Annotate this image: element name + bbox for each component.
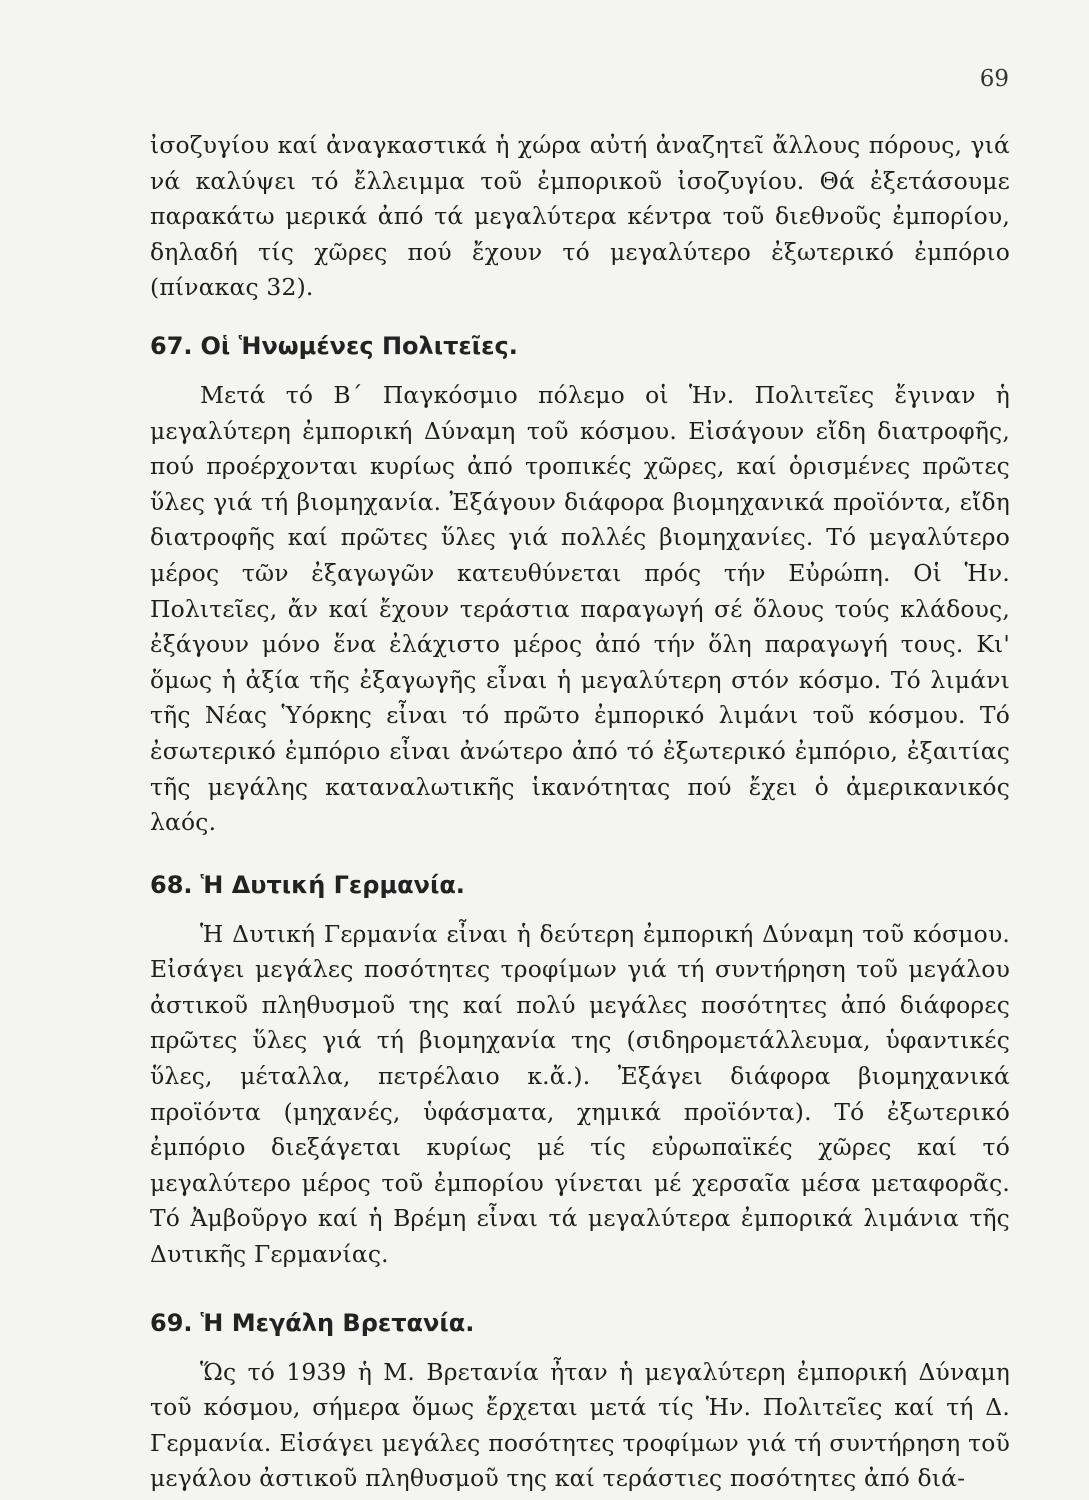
section-title: Οἱ Ἡνωμένες Πολιτεῖες. xyxy=(200,331,518,360)
section-number: 68. xyxy=(150,870,193,899)
section-68-text: Ἡ Δυτική Γερμανία εἶναι ἡ δεύτερη ἐμπορική Δύναμη τοῦ κόσμου. Εἰσάγει μεγάλες ποσότητες τροφίμων γιά τή συντήρηση τοῦ μεγάλου ἀστικοῦ πληθυσμοῦ της καί πολύ μεγάλες ποσότητες ἀπό διάφορες πρῶτες ὕλες γιά τή βιομηχανία της (σιδηρομετάλλευμα, ὑφαντικές ὕλες, μέταλλα, πετρέλαιο κ.ἄ.). Ἐξάγει διάφορα βιομηχανικά προϊόντα (μηχανές, ὑφάσματα, χημικά προϊόντα). Τό ἐξωτερικό ἐμπόριο διεξάγεται κυρίως μέ τίς εὐρωπαϊκές χῶρες καί τό μεγαλύτερο μέρος τοῦ ἐμπορίου γίνεται μέ χερσαῖα μέσα μεταφορᾶς. Τό Ἀμβοῦργο καί ἡ Βρέμη εἶναι τά μεγαλύτερα ἐμπορικά λιμάνια τῆς Δυτικῆς Γερμανίας. xyxy=(150,919,1010,1269)
section-title: Ἡ Μεγάλη Βρετανία. xyxy=(200,1308,475,1337)
section-heading-69 xyxy=(150,1307,1010,1339)
page-number: 69 xyxy=(979,66,1009,92)
section-number: 69. xyxy=(150,1308,193,1337)
section-number: 67. xyxy=(150,331,193,360)
section-heading-67 xyxy=(150,330,1010,362)
section-69-text: Ὥς τό 1939 ἡ Μ. Βρετανία ἦταν ἡ μεγαλύτερη ἐμπορική Δύναμη τοῦ κόσμου, σήμερα ὅμως ἔρχεται μετά τίς Ἡν. Πολιτεῖες καί τή Δ. Γερμανία. Εἰσάγει μεγάλες ποσότητες τροφίμων γιά τή συντήρηση τοῦ μεγάλου ἀστικοῦ πληθυσμοῦ της καί τεράστιες ποσότητες ἀπό διά- xyxy=(150,1357,1010,1493)
section-title: Ἡ Δυτική Γερμανία. xyxy=(200,870,465,899)
section-67-text: Μετά τό Β΄ Παγκόσμιο πόλεμο οἱ Ἡν. Πολιτεῖες ἔγιναν ἡ μεγαλύτερη ἐμπορική Δύναμη τοῦ κόσμου. Εἰσάγουν εἴδη διατροφῆς, πού προέρχονται κυρίως ἀπό τροπικές χῶρες, καί ὁρισμένες πρῶτες ὕλες γιά τή βιομηχανία. Ἐξάγουν διάφορα βιομηχανικά προϊόντα, εἴδη διατροφῆς καί πρῶτες ὕλες γιά πολλές βιομηχανίες. Τό μεγαλύτερο μέρος τῶν ἐξαγωγῶν κατευθύνεται πρός τήν Εὐρώπη. Οἱ Ἡν. Πολιτεῖες, ἄν καί ἔχουν τεράστια παραγωγή σέ ὅλους τούς κλάδους, ἐξάγουν μόνο ἕνα ἐλάχιστο μέρος ἀπό τήν ὅλη παραγωγή τους. Κι' ὅμως ἡ ἀξία τῆς ἐξαγωγῆς εἶναι ἡ μεγαλύτερη στόν κόσμο. Τό λιμάνι τῆς Νέας Ὑόρκης εἶναι τό πρῶτο ἐμπορικό λιμάνι τοῦ κόσμου. Τό ἐσωτερικό ἐμπόριο εἶναι ἀνώτερο ἀπό τό ἐξωτερικό ἐμπόριο, ἐξαιτίας τῆς μεγάλης καταναλωτικῆς ἱκανότητας πού ἔχει ὁ ἀμερικανικός λαός. xyxy=(150,380,1010,837)
section-heading-68 xyxy=(150,869,1010,901)
intro-paragraph: ἰσοζυγίου καί ἀναγκαστικά ἡ χώρα αὐτή ἀναζητεῖ ἄλλους πόρους, γιά νά καλύψει τό ἔλλειμμα τοῦ ἐμπορικοῦ ἰσοζυγίου. Θά ἐξετάσουμε παρακάτω μερικά ἀπό τά μεγαλύτερα κέντρα τοῦ διεθνοῦς ἐμπορίου, δηλαδή τίς χῶρες πού ἔχουν τό μεγαλύτερο ἐξωτερικό ἐμπόριο (πίνακας 32). xyxy=(150,131,1010,302)
page-content xyxy=(150,128,1010,1497)
